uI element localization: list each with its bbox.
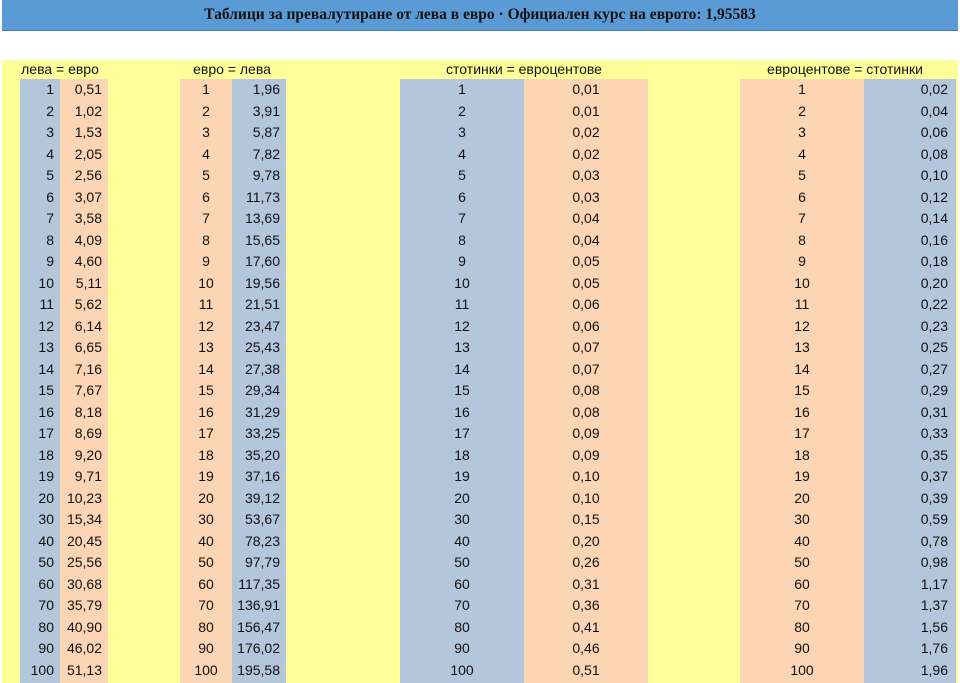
table-cell: 37,16 (244, 468, 280, 484)
table-cell: 14 (794, 360, 810, 377)
table-cell: 0,18 (920, 253, 948, 269)
table-cell: 5,87 (252, 124, 280, 140)
table-cell: 46,02 (66, 640, 102, 656)
table-cell: 1,96 (920, 661, 948, 678)
table-cell: 80 (38, 618, 54, 635)
table-cell: 0,22 (920, 296, 948, 312)
table-cell: 17 (198, 425, 214, 441)
table-cell: 3 (458, 124, 466, 140)
table-cell: 53,67 (244, 511, 280, 527)
table-cell: 18 (454, 446, 470, 463)
table-cell: 0,33 (920, 425, 948, 441)
table-cell: 12 (38, 317, 54, 334)
table-cell: 10 (794, 274, 810, 291)
table-cell: 0,04 (920, 102, 948, 119)
table-cell: 19 (794, 468, 810, 484)
table-cell: 9,71 (74, 468, 102, 484)
table-cell: 5 (202, 167, 210, 183)
table-cell: 25,43 (244, 339, 280, 355)
table-cell: 1 (46, 81, 54, 97)
table-cell: 0,09 (572, 446, 600, 463)
table3-values-column (524, 79, 648, 683)
table4-values-column (864, 79, 956, 683)
conversion-sheet (2, 0, 958, 683)
table-cell: 0,20 (572, 532, 600, 549)
table-cell: 0,27 (920, 360, 948, 377)
table-cell: 4,09 (74, 231, 102, 248)
table-cell: 18 (38, 446, 54, 463)
table-cell: 0,01 (572, 102, 600, 119)
table-cell: 60 (198, 575, 214, 592)
table-cell: 0,12 (920, 188, 948, 205)
table-cell: 16 (38, 403, 54, 420)
table-cell: 40 (454, 532, 470, 549)
table-cell: 0,29 (920, 382, 948, 398)
table-cell: 10 (198, 274, 214, 291)
table-cell: 9 (46, 253, 54, 269)
table-cell: 50 (198, 554, 214, 570)
table-cell: 0,25 (920, 339, 948, 355)
table-cell: 6 (202, 188, 210, 205)
table-cell: 80 (794, 618, 810, 635)
table-header-stotinki-to-eurocents: стотинки = евроцентове (446, 61, 602, 77)
table-cell: 15 (454, 382, 470, 398)
table-cell: 17 (38, 425, 54, 441)
table-cell: 0,06 (572, 296, 600, 312)
table-cell: 0,46 (572, 640, 600, 656)
table-cell: 0,02 (572, 145, 600, 162)
table2-values-column (232, 79, 286, 683)
table-cell: 156,47 (237, 618, 280, 635)
table-cell: 13 (198, 339, 214, 355)
table-cell: 50 (794, 554, 810, 570)
table-cell: 20 (38, 489, 54, 506)
page-title: Таблици за превалутиране от лева в евро · Официален курс на еврото: 1,95583 (2, 0, 958, 31)
table-cell: 8,18 (74, 403, 102, 420)
table-cell: 35,20 (244, 446, 280, 463)
table-cell: 70 (38, 597, 54, 613)
table-cell: 97,79 (244, 554, 280, 570)
table-cell: 5 (46, 167, 54, 183)
table-cell: 6 (46, 188, 54, 205)
table-cell: 10 (38, 274, 54, 291)
table-cell: 7,82 (252, 145, 280, 162)
table-cell: 5 (798, 167, 806, 183)
table-cell: 0,03 (572, 188, 600, 205)
table-cell: 9 (458, 253, 466, 269)
table-cell: 19 (454, 468, 470, 484)
table-cell: 0,16 (920, 231, 948, 248)
table-header-eurocents-to-stotinki: евроцентове = стотинки (767, 61, 923, 77)
table-cell: 2 (46, 102, 54, 119)
table-cell: 6,65 (74, 339, 102, 355)
table-cell: 14 (38, 360, 54, 377)
table-cell: 11 (198, 296, 214, 312)
table-cell: 100 (790, 661, 814, 678)
table-cell: 60 (454, 575, 470, 592)
table-cell: 9 (202, 253, 210, 269)
table-cell: 17 (794, 425, 810, 441)
table-cell: 16 (794, 403, 810, 420)
table-cell: 16 (454, 403, 470, 420)
table-cell: 100 (30, 661, 54, 678)
table-cell: 19 (198, 468, 214, 484)
table-cell: 17,60 (244, 253, 280, 269)
table-cell: 3,07 (74, 188, 102, 205)
table-cell: 0,23 (920, 317, 948, 334)
table-cell: 0,35 (920, 446, 948, 463)
table-cell: 0,07 (572, 360, 600, 377)
table-cell: 90 (198, 640, 214, 656)
table-cell: 4 (798, 145, 806, 162)
table-cell: 40 (198, 532, 214, 549)
table-cell: 27,38 (244, 360, 280, 377)
table-cell: 5,62 (74, 296, 102, 312)
table-cell: 2,05 (74, 145, 102, 162)
table-cell: 0,59 (920, 511, 948, 527)
table-cell: 90 (794, 640, 810, 656)
table-cell: 0,04 (572, 231, 600, 248)
table-cell: 30 (38, 511, 54, 527)
table-cell: 7 (202, 210, 210, 226)
table-cell: 12 (454, 317, 470, 334)
table-cell: 0,51 (572, 661, 600, 678)
table-cell: 0,08 (572, 403, 600, 420)
table-cell: 15 (38, 382, 54, 398)
table-cell: 40 (38, 532, 54, 549)
table-cell: 2,56 (74, 167, 102, 183)
table-cell: 13 (794, 339, 810, 355)
table-cell: 6 (798, 188, 806, 205)
table-cell: 0,10 (572, 468, 600, 484)
table-cell: 15 (198, 382, 214, 398)
table-cell: 20 (794, 489, 810, 506)
table-cell: 0,20 (920, 274, 948, 291)
table-cell: 15,65 (244, 231, 280, 248)
table1-keys-column (20, 79, 60, 683)
table-cell: 8 (798, 231, 806, 248)
table-cell: 70 (198, 597, 214, 613)
table-cell: 60 (794, 575, 810, 592)
table-cell: 0,39 (920, 489, 948, 506)
table-cell: 4 (458, 145, 466, 162)
table-cell: 7 (798, 210, 806, 226)
blank-row (2, 31, 958, 60)
table-cell: 7 (458, 210, 466, 226)
table-cell: 0,26 (572, 554, 600, 570)
table-cell: 0,51 (74, 81, 102, 97)
table4-keys-column (740, 79, 864, 683)
table-cell: 39,12 (244, 489, 280, 506)
table-cell: 40,90 (66, 618, 102, 635)
table-cell: 1 (202, 81, 210, 97)
table-cell: 51,13 (66, 661, 102, 678)
table-cell: 1,02 (74, 102, 102, 119)
table-cell: 0,10 (572, 489, 600, 506)
table-cell: 15,34 (66, 511, 102, 527)
table-cell: 9,78 (252, 167, 280, 183)
table-cell: 17 (454, 425, 470, 441)
table-cell: 30 (198, 511, 214, 527)
table-cell: 10 (454, 274, 470, 291)
table1-values-column (60, 79, 108, 683)
table-cell: 0,07 (572, 339, 600, 355)
table-cell: 11 (39, 296, 54, 312)
table-cell: 3,91 (252, 102, 280, 119)
table-cell: 13 (38, 339, 54, 355)
table-cell: 30 (794, 511, 810, 527)
table-cell: 13 (454, 339, 470, 355)
table-cell: 12 (198, 317, 214, 334)
table-cell: 18 (794, 446, 810, 463)
table-cell: 0,98 (920, 554, 948, 570)
table-cell: 0,03 (572, 167, 600, 183)
table-cell: 11 (454, 296, 470, 312)
table-cell: 70 (794, 597, 810, 613)
table-cell: 7,67 (74, 382, 102, 398)
table-cell: 4,60 (74, 253, 102, 269)
table-cell: 5,11 (75, 274, 102, 291)
table-cell: 31,29 (244, 403, 280, 420)
table-cell: 0,31 (572, 575, 600, 592)
table-cell: 10,23 (66, 489, 102, 506)
table-cell: 8 (202, 231, 210, 248)
table-cell: 19 (38, 468, 54, 484)
table-cell: 15 (794, 382, 810, 398)
table-cell: 1,76 (920, 640, 948, 656)
table-cell: 20,45 (66, 532, 102, 549)
table-cell: 18 (198, 446, 214, 463)
table-cell: 8,69 (74, 425, 102, 441)
table-cell: 1,53 (74, 124, 102, 140)
table-cell: 195,58 (237, 661, 280, 678)
table-cell: 8 (458, 231, 466, 248)
table-cell: 8 (46, 231, 54, 248)
table2-keys-column (180, 79, 232, 683)
table-cell: 30,68 (66, 575, 102, 592)
table-cell: 1 (798, 81, 806, 97)
table-cell: 100 (194, 661, 218, 678)
table-cell: 11,73 (246, 188, 280, 205)
table-cell: 0,06 (920, 124, 948, 140)
table-cell: 0,05 (572, 274, 600, 291)
table-cell: 40 (794, 532, 810, 549)
table-cell: 136,91 (237, 597, 280, 613)
table-cell: 0,41 (572, 618, 600, 635)
table-cell: 6,14 (74, 317, 102, 334)
table-cell: 2 (458, 102, 466, 119)
table-cell: 7,16 (74, 360, 102, 377)
table-cell: 50 (38, 554, 54, 570)
table-cell: 80 (454, 618, 470, 635)
table-header-euro-to-leva: евро = лева (193, 61, 271, 77)
table-cell: 21,51 (244, 296, 280, 312)
table-cell: 0,08 (572, 382, 600, 398)
table-cell: 3 (202, 124, 210, 140)
table-cell: 1,56 (920, 618, 948, 635)
table-cell: 16 (198, 403, 214, 420)
table-cell: 3 (46, 124, 54, 140)
table-cell: 1 (458, 81, 466, 97)
table-cell: 0,02 (572, 124, 600, 140)
table-cell: 2 (202, 102, 210, 119)
table-cell: 19,56 (244, 274, 280, 291)
table-cell: 9,20 (74, 446, 102, 463)
table-cell: 0,78 (920, 532, 948, 549)
table-cell: 12 (794, 317, 810, 334)
table-cell: 25,56 (66, 554, 102, 570)
table-cell: 3 (798, 124, 806, 140)
table-cell: 0,04 (572, 210, 600, 226)
table-cell: 14 (198, 360, 214, 377)
table-cell: 23,47 (244, 317, 280, 334)
table-cell: 90 (38, 640, 54, 656)
table-cell: 0,08 (920, 145, 948, 162)
table-cell: 11 (794, 296, 810, 312)
table-cell: 50 (454, 554, 470, 570)
table-cell: 20 (198, 489, 214, 506)
table-cell: 1,17 (920, 575, 948, 592)
table-cell: 117,35 (238, 575, 280, 592)
table-cell: 176,02 (237, 640, 280, 656)
table-header-leva-to-euro: лева = евро (21, 61, 99, 77)
table-cell: 0,15 (572, 511, 600, 527)
table-cell: 3,58 (74, 210, 102, 226)
table-cell: 1,96 (252, 81, 280, 97)
table-cell: 0,05 (572, 253, 600, 269)
table-cell: 0,10 (920, 167, 948, 183)
table-cell: 9 (798, 253, 806, 269)
table-cell: 100 (450, 661, 474, 678)
table-cell: 0,09 (572, 425, 600, 441)
table-cell: 0,14 (920, 210, 948, 226)
table-cell: 0,36 (572, 597, 600, 613)
table-cell: 0,06 (572, 317, 600, 334)
table-cell: 2 (798, 102, 806, 119)
table-cell: 33,25 (244, 425, 280, 441)
table-cell: 20 (454, 489, 470, 506)
table-cell: 29,34 (244, 382, 280, 398)
table-cell: 60 (38, 575, 54, 592)
table-cell: 1,37 (920, 597, 948, 613)
table-cell: 0,31 (920, 403, 948, 420)
table-cell: 13,69 (244, 210, 280, 226)
table-cell: 80 (198, 618, 214, 635)
table-cell: 70 (454, 597, 470, 613)
table-cell: 7 (46, 210, 54, 226)
table-cell: 0,02 (920, 81, 948, 97)
table-cell: 4 (46, 145, 54, 162)
table-cell: 5 (458, 167, 466, 183)
table-cell: 14 (454, 360, 470, 377)
table-cell: 35,79 (66, 597, 102, 613)
table-cell: 0,37 (920, 468, 948, 484)
table-cell: 6 (458, 188, 466, 205)
table-cell: 4 (202, 145, 210, 162)
table-cell: 0,01 (572, 81, 600, 97)
table-cell: 30 (454, 511, 470, 527)
table-cell: 78,23 (244, 532, 280, 549)
table3-keys-column (400, 79, 524, 683)
table-cell: 90 (454, 640, 470, 656)
